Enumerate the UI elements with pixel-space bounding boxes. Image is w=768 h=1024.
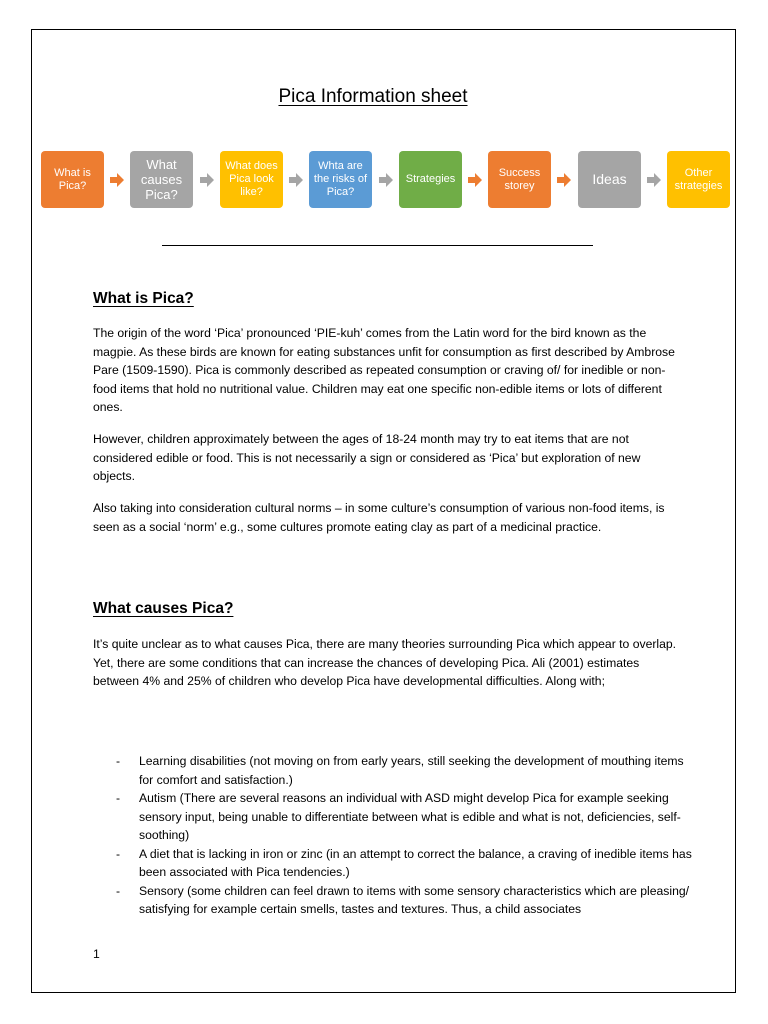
- arrow-shape: [468, 173, 482, 187]
- flow-arrow-icon: [647, 173, 661, 187]
- flow-arrow-icon: [468, 173, 482, 187]
- flow-step-what-causes-pica[interactable]: What causes Pica?: [130, 151, 193, 208]
- paragraph-age-exploration: However, children approximately between the ages of 18-24 month may try to eat items that are not considered edible or food. This is not necessarily a sign or considered as ‘Pica’ but exploration of new objects.: [93, 432, 641, 483]
- flow-step-other-strategies[interactable]: Other strategies: [667, 151, 730, 208]
- paragraph-origin: The origin of the word ‘Pica’ pronounced ‘PIE-kuh’ comes from the Latin word for the bird known as the magpie. As these birds are known for eating substances unfit for consumption as first described by Ambrose Pare (1509-1590). Pica is commonly described as repeated consumption or craving of/ for inedible or non-food items that hold no nutritional value. Children may eat one specific non-edible items or lots of different ones.: [93, 326, 675, 414]
- arrow-shape: [200, 173, 214, 187]
- heading-what-causes-pica: What causes Pica?: [93, 600, 234, 617]
- flow-arrow-icon: [110, 173, 124, 187]
- list-item: [93, 752, 693, 789]
- flow-arrow-icon: [557, 173, 571, 187]
- section-divider: [162, 245, 593, 246]
- paragraph-cultural-norms: Also taking into consideration cultural norms – in some culture’s consumption of various non-food items, is seen as a social ‘norm’ e.g., some cultures promote eating clay as part of a medicinal practice.: [93, 501, 665, 534]
- arrow-shape: [110, 173, 124, 187]
- list-item: [93, 789, 693, 845]
- list-item-text: Autism (There are several reasons an individual with ASD might develop Pica for example seeking sensory input, being unable to differentiate between what is edible and what is not, deficiencies, self-soothing): [139, 791, 681, 842]
- flow-step-ideas[interactable]: Ideas: [578, 151, 641, 208]
- arrow-shape: [557, 173, 571, 187]
- flow-step-strategies[interactable]: Strategies: [399, 151, 462, 208]
- paragraph-causes-intro: It’s quite unclear as to what causes Pica, there are many theories surrounding Pica which appear to overlap. Yet, there are some conditions that can increase the chances of developing Pica. Ali (2001) estimates between 4% and 25% of children who develop Pica have developmental difficulties. Along with;: [93, 637, 677, 688]
- page-number: 1: [93, 947, 100, 961]
- bullet-dash: -: [116, 754, 121, 768]
- list-item: [93, 882, 693, 919]
- flow-step-success-storey[interactable]: Success storey: [488, 151, 551, 208]
- topic-flow-diagram: [41, 151, 731, 208]
- arrow-shape: [289, 173, 303, 187]
- heading-what-is-pica: What is Pica?: [93, 290, 194, 307]
- flow-arrow-icon: [289, 173, 303, 187]
- flow-step-risks-of-pica[interactable]: Whta are the risks of Pica?: [309, 151, 372, 208]
- flow-arrow-icon: [200, 173, 214, 187]
- bullet-dash: -: [116, 883, 121, 898]
- arrow-shape: [379, 173, 393, 187]
- bullet-dash: -: [116, 791, 121, 805]
- causes-list: [93, 752, 693, 919]
- list-item-text: Learning disabilities (not moving on from early years, still seeking the development of mouthing items for comfort and satisfaction.): [139, 754, 684, 787]
- list-item: [93, 845, 693, 882]
- flow-arrow-icon: [379, 173, 393, 187]
- bullet-dash: -: [116, 846, 121, 861]
- flow-step-what-does-pica-look-like[interactable]: What does Pica look like?: [220, 151, 283, 208]
- page-title: Pica Information sheet: [278, 86, 468, 107]
- arrow-shape: [647, 173, 661, 187]
- flow-step-what-is-pica[interactable]: What is Pica?: [41, 151, 104, 208]
- list-item-text: A diet that is lacking in iron or zinc (in an attempt to correct the balance, a craving of inedible items has been associated with Pica tendencies.): [139, 846, 692, 879]
- list-item-text: Sensory (some children can feel drawn to items with some sensory characteristics which are pleasing/ satisfying for example certain smells, tastes and textures. Thus, a child associates: [139, 883, 690, 916]
